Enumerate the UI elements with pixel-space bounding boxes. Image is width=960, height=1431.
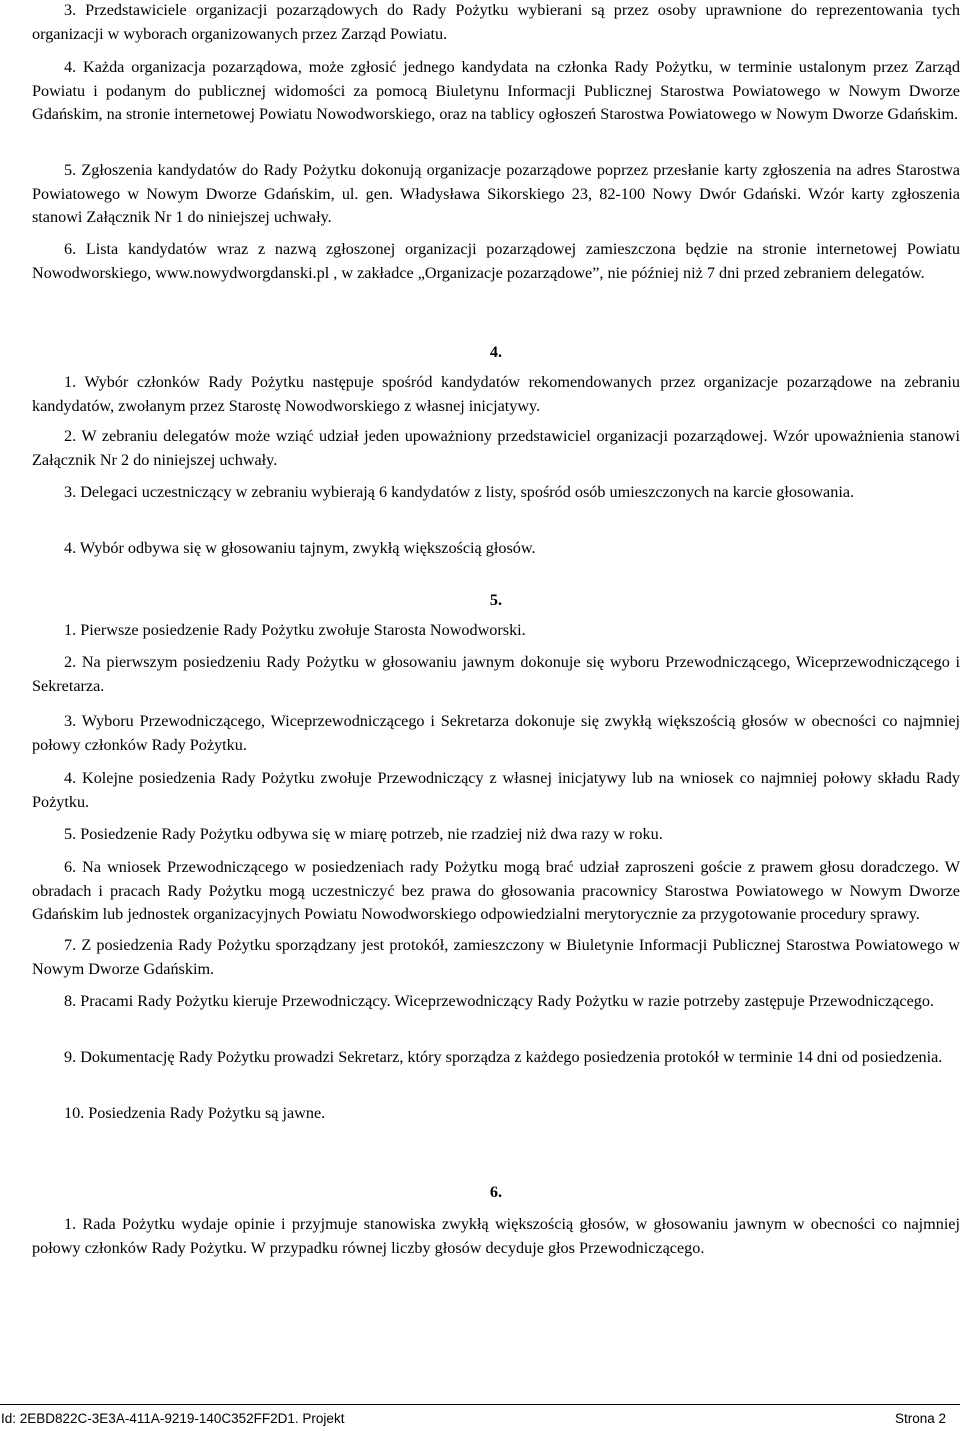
- section4-paragraph-3: 3. Delegaci uczestniczący w zebraniu wybierają 6 kandydatów z listy, spośród osób umieszczonych na karcie głosowania.: [64, 483, 855, 501]
- section-heading-6: 6.: [489, 1183, 503, 1201]
- section4-paragraph-1: 1. Wybór członków Rady Pożytku następuje spośród kandydatów rekomendowanych przez organizacje pozarządowe na zebraniu kandydatów, zwołanym przez Starostę Nowodworskiego z własnej inicjatywy.: [32, 373, 960, 415]
- document-id: Id: 2EBD822C-3E3A-411A-9219-140C352FF2D1. Projekt: [1, 1411, 345, 1426]
- section5-paragraph-10: 10. Posiedzenia Rady Pożytku są jawne.: [64, 1104, 326, 1122]
- section5-paragraph-3: 3. Wyboru Przewodniczącego, Wiceprzewodniczącego i Sekretarza dokonuje się zwykłą większością głosów w obecności co najmniej połowy członków Rady Pożytku.: [32, 712, 960, 754]
- section6-paragraph-1: 1. Rada Pożytku wydaje opinie i przyjmuje stanowiska zwykłą większością głosów, w głosowaniu jawnym w obecności co najmniej połowy członków Rady Pożytku. W przypadku równej liczby głosów decyduje głos Przewodniczącego.: [32, 1215, 960, 1257]
- section5-paragraph-4: 4. Kolejne posiedzenia Rady Pożytku zwołuje Przewodniczący z własnej inicjatywy lub na wniosek co najmniej połowy składu Rady Pożytku.: [32, 769, 960, 811]
- section5-paragraph-8: 8. Pracami Rady Pożytku kieruje Przewodniczący. Wiceprzewodniczący Rady Pożytku w razie potrzeby zastępuje Przewodniczącego.: [64, 992, 934, 1010]
- section4-paragraph-4: 4. Wybór odbywa się w głosowaniu tajnym, zwykłą większością głosów.: [64, 539, 536, 557]
- section5-paragraph-6: 6. Na wniosek Przewodniczącego w posiedzeniach rady Pożytku mogą brać udział zaproszeni goście z prawem głosu doradczego. W obradach i pracach Rady Pożytku mogą uczestniczyć bez prawa do głosowania pracownicy Starostwa Powiatowego w Nowym Dworze Gdańskim lub jednostek organizacyjnych Powiatu Nowodworskiego odpowiedzialni merytorycznie za przygotowanie procedury sprawy.: [32, 858, 960, 923]
- paragraph-top-6: 6. Lista kandydatów wraz z nazwą zgłoszonej organizacji pozarządowej zamieszczona będzie na stronie internetowej Powiatu Nowodworskiego, www.nowydworgdanski.pl , w zakładce „Organizacje pozarządowe”, nie później niż 7 dni przed zebraniem delegatów.: [32, 240, 960, 282]
- paragraph-top-3: 3. Przedstawiciele organizacji pozarządowych do Rady Pożytku wybierani są przez osoby uprawnione do reprezentowania tych organizacji w wyborach organizowanych przez Zarząd Powiatu.: [32, 1, 960, 43]
- page-footer: [0, 1404, 960, 1429]
- section5-paragraph-7: 7. Z posiedzenia Rady Pożytku sporządzany jest protokół, zamieszczony w Biuletynie Informacji Publicznej Starostwa Powiatowego w Nowym Dworze Gdańskim.: [32, 936, 960, 978]
- section5-paragraph-9: 9. Dokumentację Rady Pożytku prowadzi Sekretarz, który sporządza z każdego posiedzenia protokół w terminie 14 dni od posiedzenia.: [64, 1048, 943, 1066]
- section4-paragraph-2: 2. W zebraniu delegatów może wziąć udział jeden upoważniony przedstawiciel organizacji pozarządowej. Wzór upoważnienia stanowi Załącznik Nr 2 do niniejszej uchwały.: [32, 427, 960, 469]
- section5-paragraph-5: 5. Posiedzenie Rady Pożytku odbywa się w miarę potrzeb, nie rzadziej niż dwa razy w roku.: [64, 825, 663, 843]
- paragraph-top-4: 4. Każda organizacja pozarządowa, może zgłosić jednego kandydata na członka Rady Pożytku, w terminie ustalonym przez Zarząd Powiatu i podanym do publicznej widomości za pomocą Biuletynu Informacji Publicznej Starostwa Powiatowego w Nowym Dworze Gdańskim, na stronie internetowej Powiatu Nowodworskiego, oraz na tablicy ogłoszeń Starostwa Powiatowego w Nowym Dworze Gdańskim.: [32, 58, 960, 123]
- section5-paragraph-2: 2. Na pierwszym posiedzeniu Rady Pożytku w głosowaniu jawnym dokonuje się wyboru Przewodniczącego, Wiceprzewodniczącego i Sekretarza.: [32, 653, 960, 695]
- section5-paragraph-1: 1. Pierwsze posiedzenie Rady Pożytku zwołuje Starosta Nowodworski.: [64, 621, 526, 639]
- page-number: Strona 2: [894, 1411, 946, 1426]
- paragraph-top-5: 5. Zgłoszenia kandydatów do Rady Pożytku dokonują organizacje pozarządowe poprzez przesłanie karty zgłoszenia na adres Starostwa Powiatowego w Nowym Dworze Gdańskim, ul. gen. Władysława Sikorskiego 23, 82-100 Nowy Dwór Gdański. Wzór karty zgłoszenia stanowi Załącznik Nr 1 do niniejszej uchwały.: [32, 161, 960, 226]
- section-heading-5: 5.: [489, 591, 503, 609]
- section-heading-4: 4.: [489, 343, 503, 361]
